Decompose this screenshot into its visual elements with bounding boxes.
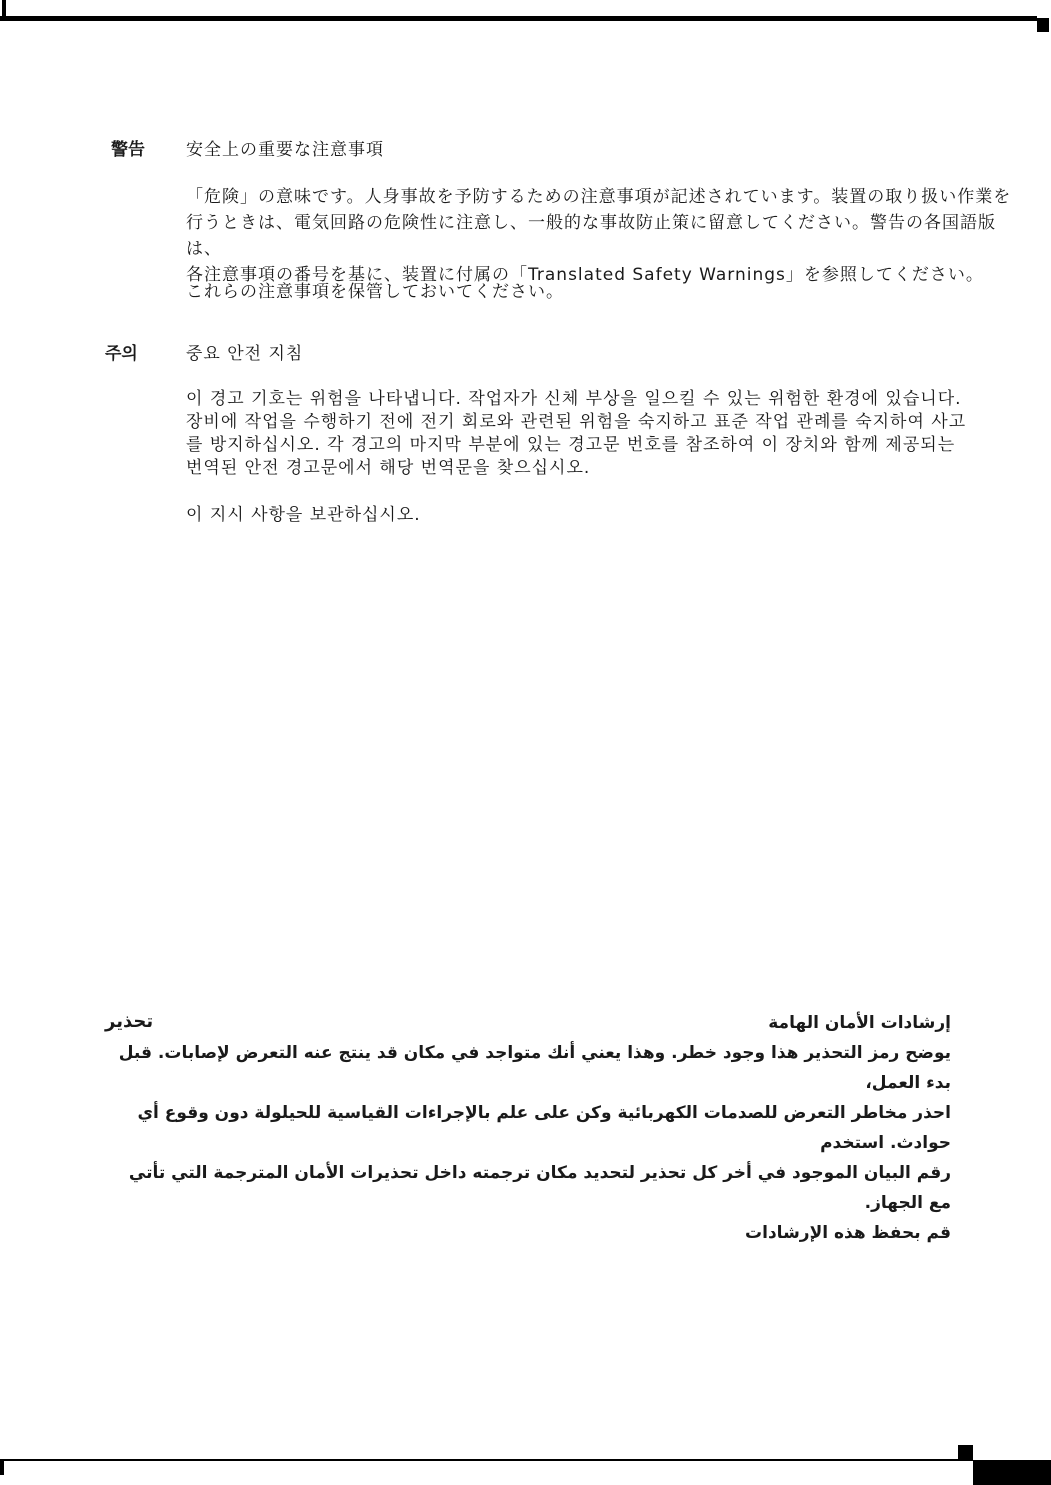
warning-label-korean: 주의	[105, 344, 138, 364]
warning-footer-korean: 이 지시 사항을 보관하십시오.	[186, 505, 421, 525]
warning-body-line: 行うときは、電気回路の危険性に注意し、一般的な事故防止策に留意してください。警告の各国語版は、	[186, 213, 996, 259]
warning-block-arabic	[106, 1008, 951, 1248]
warning-body-line: يوضح رمز التحذير هذا وجود خطر. وهذا يعني أنك متواجد في مكان قد ينتج عنه التعرض لإصابات. قبل بدء العمل،	[118, 1043, 951, 1093]
footer-rule	[0, 1459, 973, 1461]
warning-body-korean	[186, 388, 1022, 480]
warning-footer-japanese: これらの注意事項を保管しておいてください。	[186, 282, 564, 302]
footer-square-mark	[958, 1445, 973, 1459]
warning-heading-korean: 중요 안전 지침	[186, 344, 304, 364]
warning-body-japanese	[186, 184, 1018, 288]
footer-right-block	[973, 1460, 1051, 1485]
warning-body-line: 번역된 안전 경고문에서 해당 번역문을 찾으십시오.	[186, 458, 591, 478]
warning-body-line: احذر مخاطر التعرض للصدمات الكهربائية وكن على علم بالإجراءات القياسية للحيلولة دون وقوع أي حوادث. استخدم	[137, 1103, 951, 1153]
header-right-square	[1037, 18, 1049, 32]
warning-body-line: رقم البيان الموجود في أخر كل تحذير لتحديد مكان ترجمته داخل تحذيرات الأمان المترجمة التي تأتي مع الجهاز.	[128, 1163, 951, 1213]
warning-body-line: 이 경고 기호는 위험을 나타냅니다. 작업자가 신체 부상을 일으킬 수 있는 위험한 환경에 있습니다.	[186, 389, 962, 409]
warning-body-line: 各注意事項の番号を基に、装置に付属の「Translated Safety Warnings」を参照してください。	[186, 265, 984, 285]
warning-body-line: 를 방지하십시오. 각 경고의 마지막 부분에 있는 경고문 번호를 참조하여 이 장치와 함께 제공되는	[186, 435, 956, 455]
warning-footer-arabic: قم بحفظ هذه الإرشادات	[745, 1223, 951, 1243]
header-rule	[0, 16, 1037, 21]
warning-heading-japanese: 安全上の重要な注意事項	[186, 140, 384, 160]
warning-label-arabic: تحذير	[105, 1011, 154, 1032]
warning-heading-arabic: إرشادات الأمان الهامة	[768, 1013, 951, 1033]
warning-body-line: 장비에 작업을 수행하기 전에 전기 회로와 관련된 위험을 숙지하고 표준 작업 관례를 숙지하여 사고	[186, 412, 967, 432]
warning-body-line: 「危険」の意味です。人身事故を予防するための注意事項が記述されています。装置の取り扱い作業を	[186, 187, 1012, 207]
crop-mark-bottom-left	[0, 1461, 4, 1475]
warning-label-japanese: 警告	[111, 140, 145, 160]
